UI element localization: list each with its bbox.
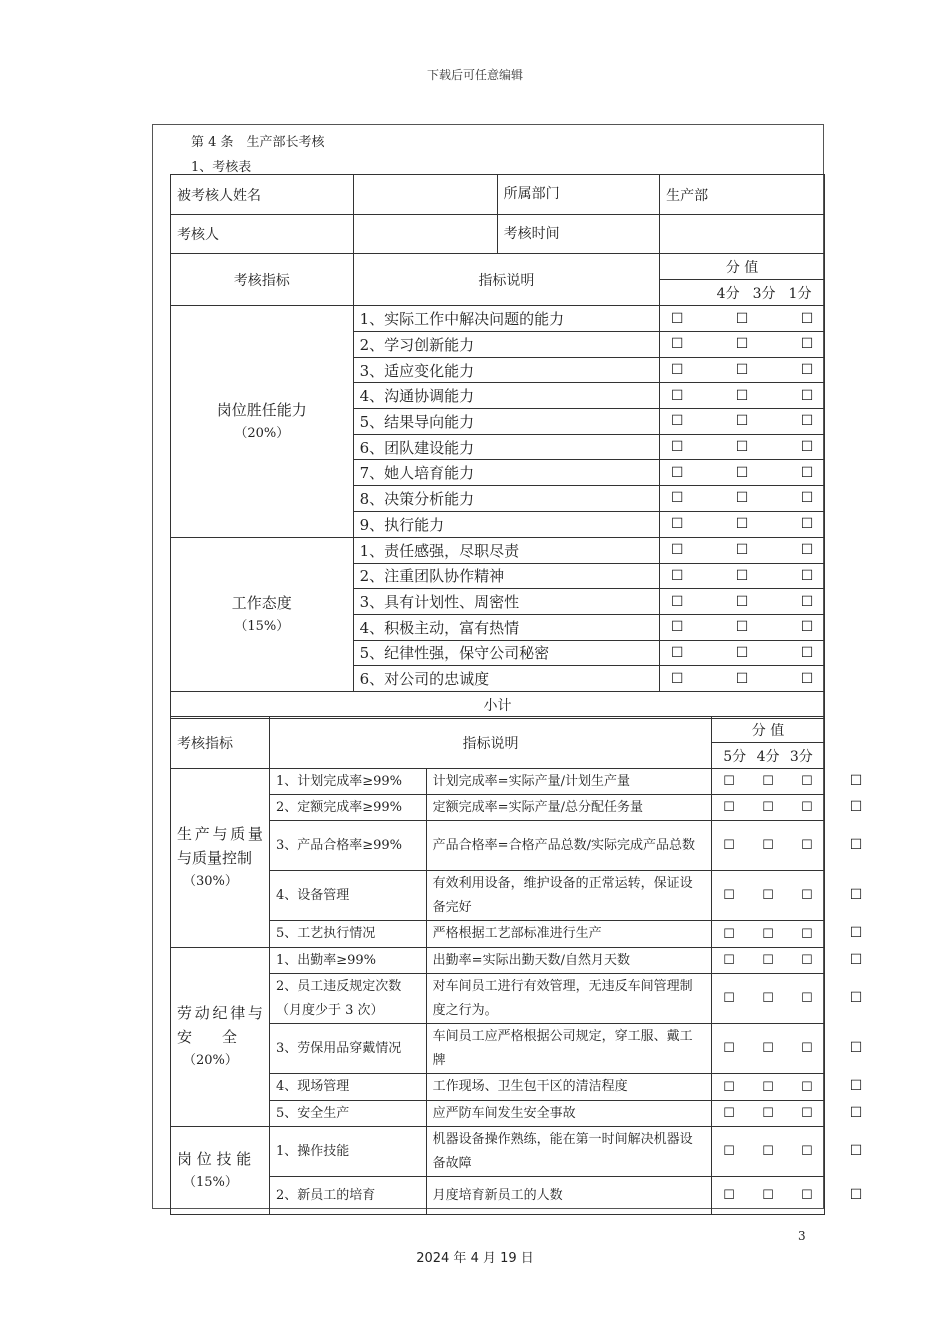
checkbox-icon[interactable]: ☐ (723, 1188, 735, 1203)
checkbox-icon[interactable]: ☐ (849, 1142, 863, 1159)
assessor-value[interactable] (354, 215, 498, 253)
section-title: 第 4 条 生产部长考核 (191, 135, 325, 150)
checkbox-icon[interactable]: ☐ (849, 772, 863, 789)
t1-score-checkboxes (660, 666, 825, 692)
t1-score-checkboxes (660, 306, 825, 332)
group-name: 生产与质量与质量控制 (177, 825, 263, 867)
checkbox-icon[interactable]: ☐ (723, 774, 735, 789)
indicator-item: 6、团队建设能力 (353, 434, 660, 460)
checkbox-icon[interactable]: ☐ (762, 774, 774, 789)
score-level-1: 4分 (716, 285, 740, 302)
checkbox-icon[interactable]: ☐ (800, 567, 814, 584)
checkbox-icon[interactable]: ☐ (670, 490, 684, 507)
indicator-item: 3、适应变化能力 (353, 357, 660, 383)
t2-col-score-header: 分 值 (712, 717, 825, 743)
indicator-item: 2、定额完成率≥99% (269, 795, 426, 821)
time-label: 考核时间 (503, 226, 560, 242)
t2-col-indicator-header: 考核指标 (171, 717, 270, 769)
checkbox-icon[interactable]: ☐ (735, 464, 749, 481)
group-name: 岗位胜任能力 (216, 401, 307, 420)
indicator-description: 有效利用设备，维护设备的正常运转，保证设备完好 (426, 871, 711, 921)
indicator-item: 1、出勤率≥99% (269, 948, 426, 974)
checkbox-icon[interactable]: ☐ (800, 516, 814, 533)
checkbox-icon[interactable]: ☐ (800, 670, 814, 687)
group-cell (171, 1127, 270, 1215)
assessment-table-2 (170, 716, 825, 1215)
checkbox-icon[interactable]: ☐ (723, 1106, 735, 1121)
checkbox-icon[interactable]: ☐ (801, 1041, 813, 1056)
checkbox-icon[interactable]: ☐ (735, 644, 749, 661)
checkbox-icon[interactable]: ☐ (800, 413, 814, 430)
indicator-item: 7、她人培育能力 (353, 460, 660, 486)
assessment-table-1 (170, 174, 825, 719)
indicator-description: 计划完成率=实际产量/计划生产量 (426, 769, 711, 795)
table-row (171, 974, 825, 1024)
group-weight: （20%） (183, 1053, 238, 1068)
footer-date: 2024 年 4 月 19 日 (416, 1251, 534, 1266)
checkbox-icon[interactable]: ☐ (801, 800, 813, 815)
t1-score-checkboxes (660, 589, 825, 615)
table-row (171, 1024, 825, 1074)
indicator-item: 4、积极主动，富有热情 (353, 614, 660, 640)
t2-score-checkboxes (712, 974, 825, 1024)
t1-score-checkboxes (660, 357, 825, 383)
indicator-item: 4、沟通协调能力 (353, 383, 660, 409)
page-header-note: 下载后可任意编辑 (426, 68, 523, 82)
table-row (171, 1127, 825, 1177)
checkbox-icon[interactable]: ☐ (849, 836, 863, 853)
group-cell (171, 306, 354, 538)
checkbox-icon[interactable]: ☐ (735, 593, 749, 610)
t2-score-checkboxes (712, 1024, 825, 1074)
checkbox-icon[interactable]: ☐ (670, 542, 684, 558)
checkbox-icon[interactable]: ☐ (800, 310, 814, 327)
indicator-item: 9、执行能力 (353, 511, 660, 537)
t2-score-checkboxes (712, 821, 825, 871)
checkbox-icon[interactable]: ☐ (849, 886, 863, 903)
dept-value: 生产部 (660, 175, 825, 215)
indicator-description: 产品合格率=合格产品总数/实际完成产品总数 (426, 821, 711, 871)
checkbox-icon[interactable]: ☐ (800, 490, 814, 507)
t2-score-checkboxes (712, 1101, 825, 1127)
t1-score-checkboxes (660, 460, 825, 486)
checkbox-icon[interactable]: ☐ (762, 888, 774, 903)
checkbox-icon[interactable]: ☐ (801, 838, 813, 853)
checkbox-icon[interactable]: ☐ (762, 991, 774, 1006)
checkbox-icon[interactable]: ☐ (762, 1106, 774, 1121)
checkbox-icon[interactable]: ☐ (800, 619, 814, 636)
indicator-description: 工作现场、卫生包干区的清洁程度 (426, 1074, 711, 1101)
checkbox-icon[interactable]: ☐ (670, 336, 684, 353)
checkbox-icon[interactable]: ☐ (735, 362, 749, 379)
table-row (171, 1101, 825, 1127)
indicator-item: 2、新员工的培育 (269, 1177, 426, 1215)
group-cell (171, 948, 270, 1127)
indicator-item: 2、学习创新能力 (353, 332, 660, 358)
indicator-description: 严格根据工艺部标准进行生产 (426, 921, 711, 948)
checkbox-icon[interactable]: ☐ (735, 619, 749, 636)
indicator-item: 3、产品合格率≥99% (269, 821, 426, 871)
indicator-description: 月度培育新员工的人数 (426, 1177, 711, 1215)
indicator-description: 车间员工应严格根据公司规定，穿工服、戴工牌 (426, 1024, 711, 1074)
indicator-item: 5、纪律性强，保守公司秘密 (353, 640, 660, 666)
checkbox-icon[interactable]: ☐ (800, 362, 814, 379)
indicator-item: 8、决策分析能力 (353, 486, 660, 512)
assessor-label: 考核人 (171, 215, 354, 254)
indicator-item: 2、员工违反规定次数（月度少于 3 次） (269, 974, 426, 1024)
t2-score-checkboxes (712, 795, 825, 821)
checkbox-icon[interactable]: ☐ (849, 989, 863, 1006)
page-number: 3 (798, 1229, 806, 1243)
checkbox-icon[interactable]: ☐ (670, 619, 684, 636)
checkbox-icon[interactable]: ☐ (723, 800, 735, 815)
group-name: 劳动纪律与安 全 (177, 1004, 263, 1046)
dept-label: 所属部门 (503, 186, 560, 202)
col-indicator-header: 考核指标 (171, 254, 354, 306)
checkbox-icon[interactable]: ☐ (800, 439, 814, 456)
checkbox-icon[interactable]: ☐ (735, 542, 749, 558)
time-value[interactable] (660, 215, 825, 254)
score-level-3: 1分 (788, 285, 812, 302)
table-row (171, 537, 825, 563)
checkbox-icon[interactable]: ☐ (670, 310, 684, 327)
checkbox-icon[interactable]: ☐ (801, 953, 813, 968)
col-score-header: 分 值 (660, 254, 825, 280)
t1-score-checkboxes (660, 409, 825, 435)
checkbox-icon[interactable]: ☐ (723, 991, 735, 1006)
indicator-item: 4、现场管理 (269, 1074, 426, 1101)
t2-score-checkboxes (712, 871, 825, 921)
checkbox-icon[interactable]: ☐ (735, 310, 749, 327)
checkbox-icon[interactable]: ☐ (849, 1104, 863, 1121)
t2-col-desc-header: 指标说明 (269, 717, 711, 769)
group-weight: （15%） (234, 619, 290, 635)
table-row (171, 871, 825, 921)
checkbox-icon[interactable]: ☐ (762, 800, 774, 815)
checkbox-icon[interactable]: ☐ (735, 670, 749, 687)
indicator-item: 2、注重团队协作精神 (353, 563, 660, 589)
checkbox-icon[interactable]: ☐ (670, 387, 684, 404)
checkbox-icon[interactable]: ☐ (670, 670, 684, 687)
t2-score-checkboxes (712, 921, 825, 948)
checkbox-icon[interactable]: ☐ (801, 774, 813, 789)
group-weight: （15%） (183, 1174, 238, 1190)
t2-score-checkboxes (712, 1127, 825, 1177)
indicator-description: 应严防车间发生安全事故 (426, 1101, 711, 1127)
group-cell (171, 537, 354, 691)
group-cell (171, 769, 270, 948)
t1-score-checkboxes (660, 614, 825, 640)
checkbox-icon[interactable]: ☐ (800, 464, 814, 481)
checkbox-icon[interactable]: ☐ (723, 838, 735, 853)
group-weight: （20%） (234, 426, 290, 442)
indicator-item: 1、计划完成率≥99% (269, 769, 426, 795)
indicator-description: 机器设备操作熟练，能在第一时间解决机器设备故障 (426, 1127, 711, 1177)
t1-score-checkboxes (660, 434, 825, 460)
checkbox-icon[interactable]: ☐ (801, 1106, 813, 1121)
section-subtitle: 1、考核表 (191, 160, 252, 175)
name-label: 被考核人姓名 (171, 175, 354, 215)
checkbox-icon[interactable]: ☐ (723, 953, 735, 968)
t2-score-checkboxes (712, 1074, 825, 1101)
table-row (171, 921, 825, 948)
indicator-description: 出勤率=实际出勤天数/自然月天数 (426, 948, 711, 974)
checkbox-icon[interactable]: ☐ (849, 1186, 863, 1203)
checkbox-icon[interactable]: ☐ (849, 1078, 863, 1094)
table-row (171, 821, 825, 871)
checkbox-icon[interactable]: ☐ (800, 542, 814, 558)
checkbox-icon[interactable]: ☐ (723, 888, 735, 903)
indicator-item: 4、设备管理 (269, 871, 426, 921)
indicator-item: 5、安全生产 (269, 1101, 426, 1127)
indicator-item: 5、工艺执行情况 (269, 921, 426, 948)
indicator-item: 3、具有计划性、周密性 (353, 589, 660, 615)
indicator-description: 定额完成率=实际产量/总分配任务量 (426, 795, 711, 821)
t2-score-level-1: 5分 (723, 748, 747, 765)
t1-score-checkboxes (660, 332, 825, 358)
checkbox-icon[interactable]: ☐ (670, 413, 684, 430)
checkbox-icon[interactable]: ☐ (801, 1144, 813, 1159)
table-row (171, 795, 825, 821)
subtotal-row (171, 691, 825, 718)
table-row (171, 948, 825, 974)
t1-score-checkboxes (660, 486, 825, 512)
t1-score-checkboxes (660, 640, 825, 666)
checkbox-icon[interactable]: ☐ (762, 1144, 774, 1159)
col-desc-header: 指标说明 (353, 254, 660, 306)
t1-score-checkboxes (660, 511, 825, 537)
checkbox-icon[interactable]: ☐ (762, 838, 774, 853)
checkbox-icon[interactable]: ☐ (762, 1041, 774, 1056)
name-value[interactable] (354, 175, 498, 214)
t2-score-checkboxes (712, 1177, 825, 1215)
checkbox-icon[interactable]: ☐ (800, 644, 814, 661)
indicator-item: 1、操作技能 (269, 1127, 426, 1177)
checkbox-icon[interactable]: ☐ (800, 593, 814, 610)
checkbox-icon[interactable]: ☐ (800, 336, 814, 353)
checkbox-icon[interactable]: ☐ (849, 925, 863, 941)
table-row (171, 1177, 825, 1215)
checkbox-icon[interactable]: ☐ (723, 1079, 735, 1095)
checkbox-icon[interactable]: ☐ (801, 1079, 813, 1095)
indicator-description: 对车间员工进行有效管理，无违反车间管理制度之行为。 (426, 974, 711, 1024)
t1-score-checkboxes (660, 537, 825, 563)
checkbox-icon[interactable]: ☐ (801, 1188, 813, 1203)
checkbox-icon[interactable]: ☐ (735, 413, 749, 430)
checkbox-icon[interactable]: ☐ (735, 516, 749, 533)
t2-score-checkboxes (712, 769, 825, 795)
checkbox-icon[interactable]: ☐ (670, 567, 684, 584)
checkbox-icon[interactable]: ☐ (762, 926, 774, 942)
checkbox-icon[interactable]: ☐ (801, 991, 813, 1006)
checkbox-icon[interactable]: ☐ (849, 798, 863, 815)
checkbox-icon[interactable]: ☐ (670, 439, 684, 456)
t2-score-levels (712, 743, 825, 769)
t1-score-checkboxes (660, 383, 825, 409)
score-levels (660, 280, 825, 306)
checkbox-icon[interactable]: ☐ (849, 1039, 863, 1056)
score-level-2: 3分 (752, 285, 776, 302)
group-weight: （30%） (183, 874, 238, 889)
checkbox-icon[interactable]: ☐ (801, 926, 813, 942)
checkbox-icon[interactable]: ☐ (762, 1188, 774, 1203)
indicator-item: 6、对公司的忠诚度 (353, 666, 660, 692)
indicator-item: 1、实际工作中解决问题的能力 (353, 306, 660, 332)
t2-score-level-2: 4分 (756, 748, 780, 765)
group-name: 岗 位 技 能 (177, 1149, 252, 1168)
indicator-item: 1、责任感强，尽职尽责 (353, 537, 660, 563)
checkbox-icon[interactable]: ☐ (670, 464, 684, 481)
t1-score-checkboxes (660, 563, 825, 589)
table-row (171, 769, 825, 795)
subtotal-label: 小计 (171, 691, 825, 718)
indicator-item: 5、结果导向能力 (353, 409, 660, 435)
table-row (171, 1074, 825, 1101)
checkbox-icon[interactable]: ☐ (670, 644, 684, 661)
t2-score-checkboxes (712, 948, 825, 974)
checkbox-icon[interactable]: ☐ (762, 1079, 774, 1095)
checkbox-icon[interactable]: ☐ (735, 387, 749, 404)
checkbox-icon[interactable]: ☐ (801, 888, 813, 903)
table-row (171, 306, 825, 332)
checkbox-icon[interactable]: ☐ (735, 490, 749, 507)
checkbox-icon[interactable]: ☐ (800, 387, 814, 404)
checkbox-icon[interactable]: ☐ (723, 1041, 735, 1056)
checkbox-icon[interactable]: ☐ (670, 593, 684, 610)
checkbox-icon[interactable]: ☐ (735, 336, 749, 353)
checkbox-icon[interactable]: ☐ (762, 953, 774, 968)
checkbox-icon[interactable]: ☐ (735, 567, 749, 584)
checkbox-icon[interactable]: ☐ (723, 1144, 735, 1159)
indicator-item: 3、劳保用品穿戴情况 (269, 1024, 426, 1074)
checkbox-icon[interactable]: ☐ (670, 362, 684, 379)
t2-score-level-3: 3分 (789, 748, 813, 765)
checkbox-icon[interactable]: ☐ (735, 439, 749, 456)
checkbox-icon[interactable]: ☐ (723, 926, 735, 942)
group-name: 工作态度 (231, 594, 292, 613)
checkbox-icon[interactable]: ☐ (849, 951, 863, 968)
checkbox-icon[interactable]: ☐ (670, 516, 684, 533)
